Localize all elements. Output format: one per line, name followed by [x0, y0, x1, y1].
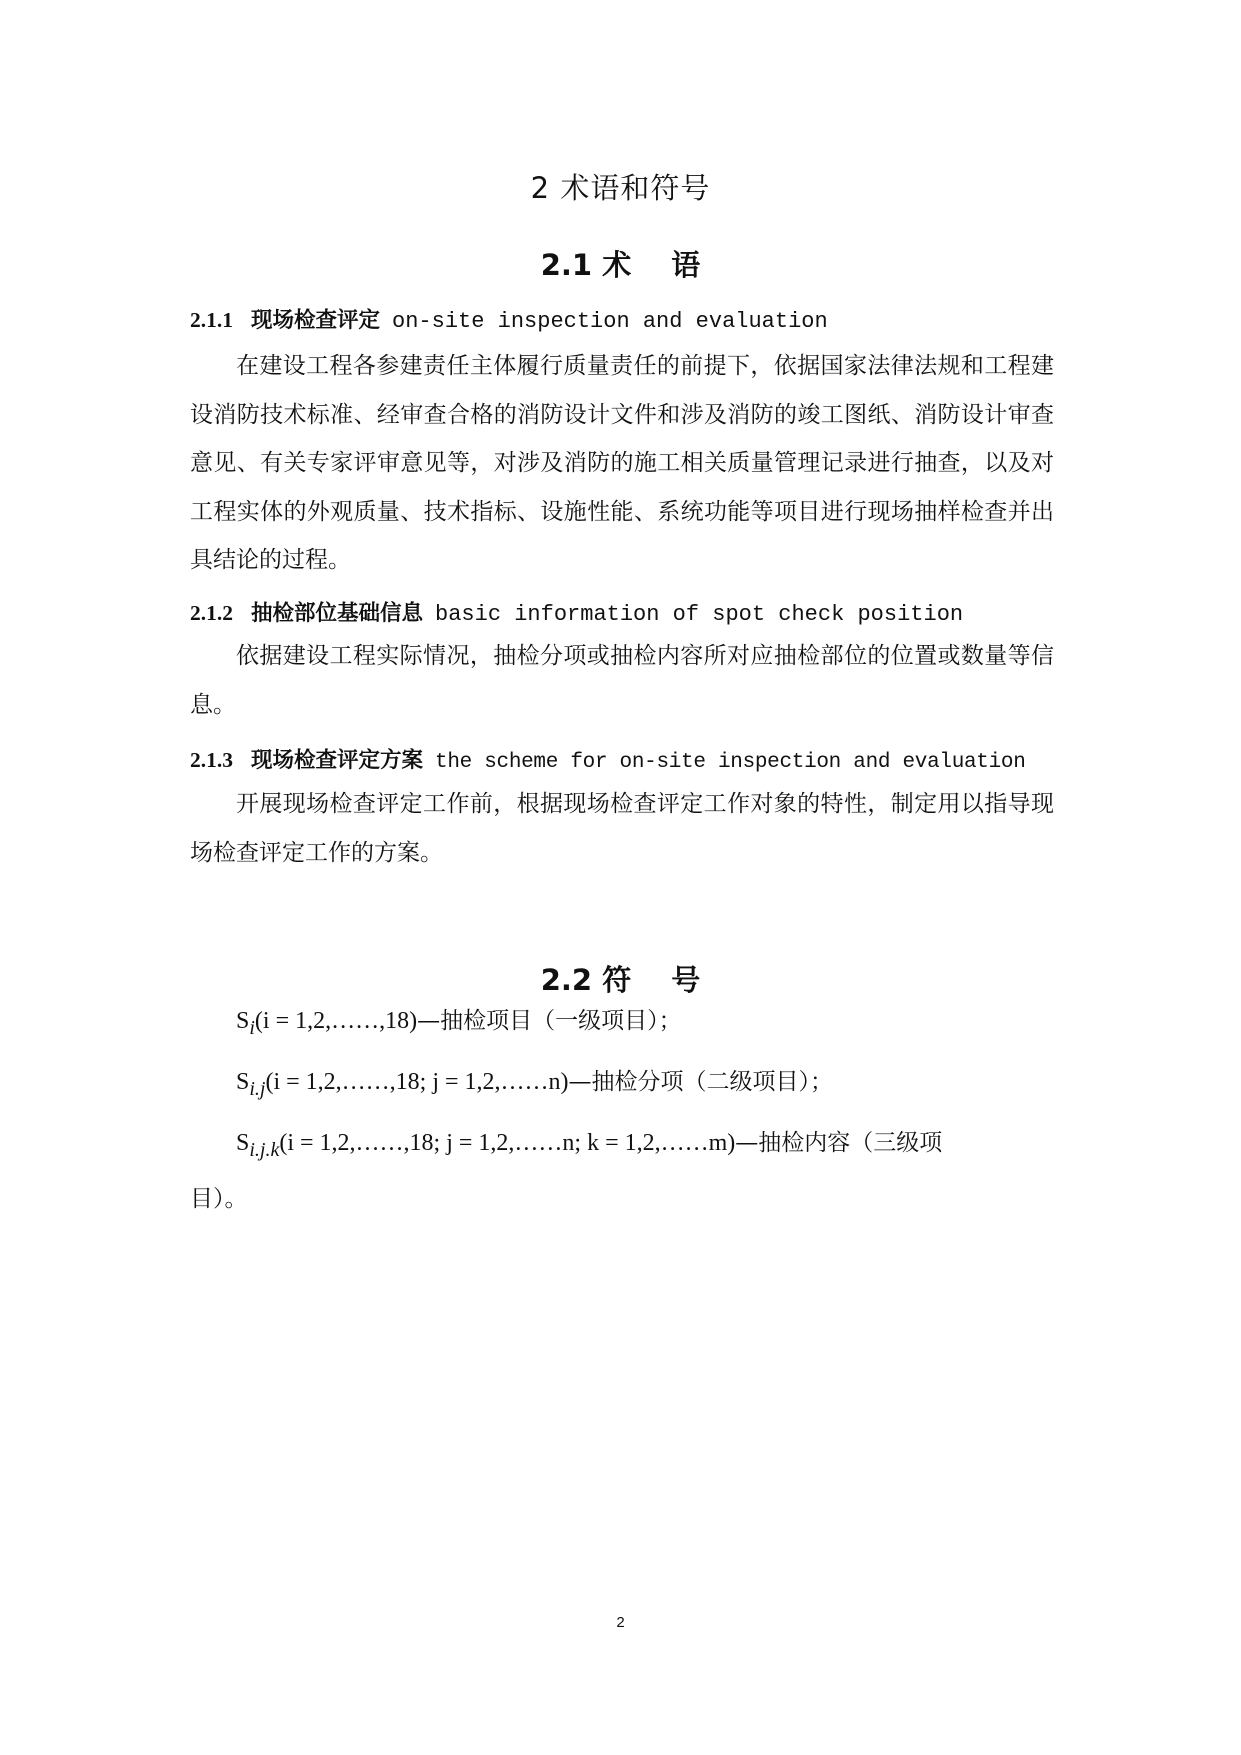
symbol-description: —抽检项目（一级项目）； [417, 1008, 682, 1034]
symbol-base: S [236, 1008, 250, 1034]
symbol-description-continued: 目）。 [190, 1186, 248, 1212]
section-title-terms [0, 243, 1241, 284]
symbol-base: S [236, 1130, 250, 1156]
section-title-symbols [0, 958, 1241, 999]
term-english: the scheme for on-site inspection and evaluation [435, 751, 1026, 774]
page-number: 2 [616, 1614, 625, 1631]
term-chinese: 现场检查评定 [251, 308, 381, 333]
symbol-range: (i = 1,2,……,18) [254, 1008, 418, 1034]
term-number: 2.1.1 [190, 308, 233, 332]
section-label-a: 符 [602, 963, 632, 997]
chapter-title: 2 术语和符号 [530, 171, 711, 205]
symbol-subscript: i.j [249, 1077, 266, 1100]
term-heading-2-1-3 [190, 743, 1026, 774]
symbol-entry [236, 1002, 682, 1040]
term-english: basic information of spot check position [435, 602, 964, 627]
symbol-base: S [236, 1069, 250, 1095]
section-number: 2.2 [540, 963, 593, 997]
symbol-subscript: i [249, 1016, 255, 1039]
term-chinese: 抽检部位基础信息 [251, 601, 424, 626]
symbol-math [236, 1008, 418, 1039]
symbol-description: —抽检分项（二级项目）； [568, 1069, 834, 1095]
term-heading-2-1-1 [190, 303, 828, 334]
section-number: 2.1 [540, 248, 593, 282]
symbol-range: (i = 1,2,……,18; j = 1,2,……n; k = 1,2,……m) [279, 1130, 736, 1156]
symbol-range: (i = 1,2,……,18; j = 1,2,……n) [265, 1069, 569, 1095]
symbol-math [236, 1069, 569, 1100]
term-heading-2-1-2 [190, 596, 963, 627]
term-definition: 开展现场检查评定工作前，根据现场检查评定工作对象的特性，制定用以指导现场检查评定工作的方案。 [190, 791, 1054, 866]
term-number: 2.1.2 [190, 601, 233, 625]
section-label-b: 语 [671, 248, 701, 282]
term-chinese: 现场检查评定方案 [251, 748, 424, 773]
symbol-description: —抽检内容（三级项 [735, 1130, 943, 1156]
symbol-entry [236, 1124, 942, 1162]
symbol-math [236, 1130, 736, 1161]
term-definition: 在建设工程各参建责任主体履行质量责任的前提下，依据国家法律法规和工程建设消防技术标准、经审查合格的消防设计文件和涉及消防的竣工图纸、消防设计审查意见、有关专家评审意见等，对涉及消防的施工相关质量管理记录进行抽查，以及对工程实体的外观质量、技术指标、设施性能、系统功能等项目进行现场抽样检查并出具结论的过程。 [190, 353, 1054, 573]
term-english: on-site inspection and evaluation [392, 309, 828, 334]
symbol-subscript: i.j.k [249, 1138, 280, 1161]
section-label-a: 术 [602, 248, 632, 282]
symbol-entry [236, 1063, 833, 1101]
term-number: 2.1.3 [190, 748, 233, 772]
term-definition: 依据建设工程实际情况，抽检分项或抽检内容所对应抽检部位的位置或数量等信息。 [190, 643, 1054, 718]
section-label-b: 号 [671, 963, 701, 997]
